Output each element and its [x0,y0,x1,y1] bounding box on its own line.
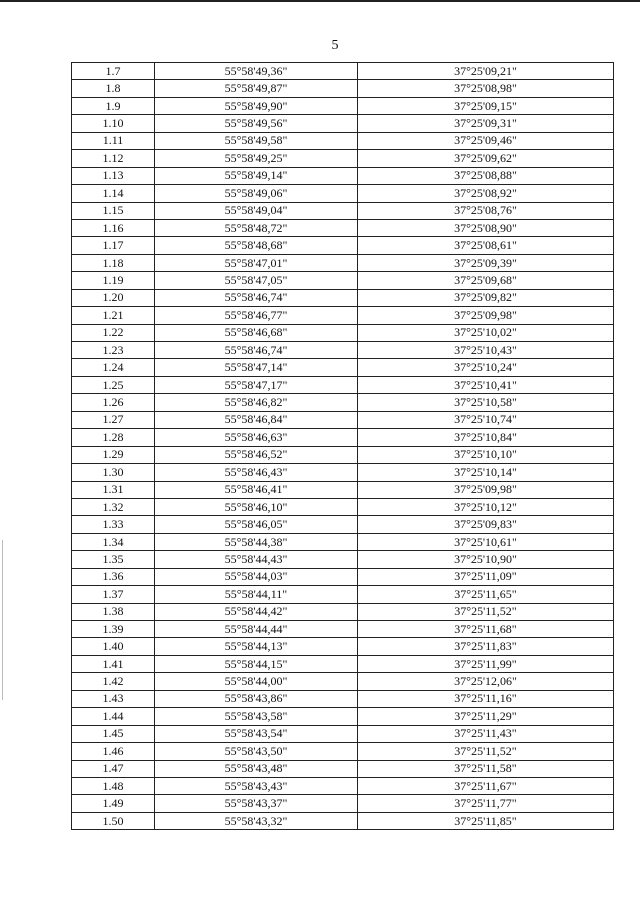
point-number-cell: 1.24 [72,359,155,376]
point-number-cell: 1.46 [72,743,155,760]
table-row [72,97,614,114]
point-number-cell: 1.47 [72,760,155,777]
point-number-cell: 1.33 [72,516,155,533]
longitude-cell: 37°25'11,85" [358,812,614,829]
latitude-cell: 55°58'44,13" [155,638,358,655]
table-row [72,812,614,829]
longitude-cell: 37°25'09,39" [358,254,614,271]
longitude-cell: 37°25'08,92" [358,185,614,202]
point-number-cell: 1.29 [72,446,155,463]
point-number-cell: 1.28 [72,429,155,446]
table-row [72,533,614,550]
longitude-cell: 37°25'11,58" [358,760,614,777]
latitude-cell: 55°58'44,03" [155,568,358,585]
longitude-cell: 37°25'08,76" [358,202,614,219]
point-number-cell: 1.9 [72,97,155,114]
table-row [72,359,614,376]
point-number-cell: 1.23 [72,342,155,359]
longitude-cell: 37°25'11,67" [358,777,614,794]
latitude-cell: 55°58'49,58" [155,132,358,149]
table-row [72,481,614,498]
longitude-cell: 37°25'09,31" [358,115,614,132]
point-number-cell: 1.15 [72,202,155,219]
point-number-cell: 1.21 [72,307,155,324]
latitude-cell: 55°58'48,72" [155,219,358,236]
point-number-cell: 1.50 [72,812,155,829]
table-row [72,673,614,690]
table-row [72,708,614,725]
point-number-cell: 1.26 [72,394,155,411]
table-row [72,80,614,97]
latitude-cell: 55°58'46,74" [155,289,358,306]
latitude-cell: 55°58'49,56" [155,115,358,132]
point-number-cell: 1.10 [72,115,155,132]
latitude-cell: 55°58'44,15" [155,655,358,672]
longitude-cell: 37°25'11,52" [358,743,614,760]
longitude-cell: 37°25'09,82" [358,289,614,306]
table-row [72,376,614,393]
latitude-cell: 55°58'49,90" [155,97,358,114]
latitude-cell: 55°58'43,48" [155,760,358,777]
point-number-cell: 1.40 [72,638,155,655]
point-number-cell: 1.12 [72,150,155,167]
point-number-cell: 1.49 [72,795,155,812]
longitude-cell: 37°25'11,09" [358,568,614,585]
table-row [72,743,614,760]
longitude-cell: 37°25'09,46" [358,132,614,149]
point-number-cell: 1.18 [72,254,155,271]
latitude-cell: 55°58'44,11" [155,586,358,603]
point-number-cell: 1.27 [72,411,155,428]
latitude-cell: 55°58'47,14" [155,359,358,376]
latitude-cell: 55°58'49,06" [155,185,358,202]
longitude-cell: 37°25'09,98" [358,481,614,498]
latitude-cell: 55°58'47,17" [155,376,358,393]
top-border-line [0,0,640,2]
coordinates-table [71,62,614,830]
point-number-cell: 1.30 [72,464,155,481]
table-row [72,429,614,446]
table-row [72,150,614,167]
point-number-cell: 1.20 [72,289,155,306]
longitude-cell: 37°25'09,68" [358,272,614,289]
longitude-cell: 37°25'10,74" [358,411,614,428]
point-number-cell: 1.41 [72,655,155,672]
longitude-cell: 37°25'09,83" [358,516,614,533]
latitude-cell: 55°58'44,43" [155,551,358,568]
table-row [72,498,614,515]
longitude-cell: 37°25'09,15" [358,97,614,114]
longitude-cell: 37°25'10,84" [358,429,614,446]
latitude-cell: 55°58'46,68" [155,324,358,341]
longitude-cell: 37°25'11,29" [358,708,614,725]
latitude-cell: 55°58'46,43" [155,464,358,481]
point-number-cell: 1.32 [72,498,155,515]
table-row [72,394,614,411]
latitude-cell: 55°58'43,86" [155,690,358,707]
longitude-cell: 37°25'11,43" [358,725,614,742]
longitude-cell: 37°25'11,16" [358,690,614,707]
table-row [72,219,614,236]
latitude-cell: 55°58'49,25" [155,150,358,167]
table-row [72,464,614,481]
longitude-cell: 37°25'10,14" [358,464,614,481]
table-row [72,777,614,794]
point-number-cell: 1.36 [72,568,155,585]
latitude-cell: 55°58'44,38" [155,533,358,550]
longitude-cell: 37°25'11,65" [358,586,614,603]
latitude-cell: 55°58'49,87" [155,80,358,97]
table-row [72,446,614,463]
longitude-cell: 37°25'08,61" [358,237,614,254]
latitude-cell: 55°58'49,04" [155,202,358,219]
longitude-cell: 37°25'11,77" [358,795,614,812]
point-number-cell: 1.38 [72,603,155,620]
longitude-cell: 37°25'09,21" [358,63,614,80]
latitude-cell: 55°58'46,84" [155,411,358,428]
latitude-cell: 55°58'48,68" [155,237,358,254]
point-number-cell: 1.44 [72,708,155,725]
latitude-cell: 55°58'43,43" [155,777,358,794]
table-row [72,516,614,533]
table-row [72,725,614,742]
latitude-cell: 55°58'46,63" [155,429,358,446]
table-row [72,272,614,289]
latitude-cell: 55°58'46,52" [155,446,358,463]
longitude-cell: 37°25'10,24" [358,359,614,376]
latitude-cell: 55°58'47,05" [155,272,358,289]
longitude-cell: 37°25'11,83" [358,638,614,655]
table-row [72,167,614,184]
point-number-cell: 1.22 [72,324,155,341]
latitude-cell: 55°58'44,44" [155,621,358,638]
longitude-cell: 37°25'08,90" [358,219,614,236]
longitude-cell: 37°25'10,90" [358,551,614,568]
point-number-cell: 1.25 [72,376,155,393]
longitude-cell: 37°25'10,43" [358,342,614,359]
longitude-cell: 37°25'10,10" [358,446,614,463]
coordinates-table-body [72,63,614,830]
latitude-cell: 55°58'49,14" [155,167,358,184]
left-edge-mark [2,540,3,700]
latitude-cell: 55°58'43,50" [155,743,358,760]
point-number-cell: 1.8 [72,80,155,97]
latitude-cell: 55°58'46,82" [155,394,358,411]
table-row [72,307,614,324]
latitude-cell: 55°58'44,00" [155,673,358,690]
latitude-cell: 55°58'43,54" [155,725,358,742]
point-number-cell: 1.17 [72,237,155,254]
latitude-cell: 55°58'49,36" [155,63,358,80]
point-number-cell: 1.37 [72,586,155,603]
table-row [72,115,614,132]
longitude-cell: 37°25'12,06" [358,673,614,690]
latitude-cell: 55°58'46,74" [155,342,358,359]
point-number-cell: 1.19 [72,272,155,289]
point-number-cell: 1.16 [72,219,155,236]
longitude-cell: 37°25'10,02" [358,324,614,341]
longitude-cell: 37°25'09,62" [358,150,614,167]
point-number-cell: 1.14 [72,185,155,202]
longitude-cell: 37°25'11,68" [358,621,614,638]
page-number: 5 [331,38,339,53]
table-row [72,411,614,428]
table-row [72,324,614,341]
latitude-cell: 55°58'46,41" [155,481,358,498]
point-number-cell: 1.48 [72,777,155,794]
table-row [72,342,614,359]
point-number-cell: 1.42 [72,673,155,690]
point-number-cell: 1.35 [72,551,155,568]
point-number-cell: 1.45 [72,725,155,742]
table-row [72,638,614,655]
table-row [72,621,614,638]
table-row [72,655,614,672]
longitude-cell: 37°25'09,98" [358,307,614,324]
longitude-cell: 37°25'11,99" [358,655,614,672]
point-number-cell: 1.34 [72,533,155,550]
table-row [72,551,614,568]
latitude-cell: 55°58'43,32" [155,812,358,829]
table-row [72,603,614,620]
latitude-cell: 55°58'46,77" [155,307,358,324]
table-row [72,254,614,271]
longitude-cell: 37°25'10,41" [358,376,614,393]
table-row [72,760,614,777]
point-number-cell: 1.39 [72,621,155,638]
table-row [72,63,614,80]
table-row [72,237,614,254]
point-number-cell: 1.13 [72,167,155,184]
longitude-cell: 37°25'10,58" [358,394,614,411]
table-row [72,568,614,585]
longitude-cell: 37°25'08,88" [358,167,614,184]
table-row [72,586,614,603]
latitude-cell: 55°58'43,37" [155,795,358,812]
longitude-cell: 37°25'08,98" [358,80,614,97]
table-row [72,289,614,306]
table-row [72,185,614,202]
point-number-cell: 1.31 [72,481,155,498]
point-number-cell: 1.43 [72,690,155,707]
latitude-cell: 55°58'47,01" [155,254,358,271]
longitude-cell: 37°25'10,12" [358,498,614,515]
latitude-cell: 55°58'46,10" [155,498,358,515]
table-row [72,690,614,707]
latitude-cell: 55°58'43,58" [155,708,358,725]
latitude-cell: 55°58'46,05" [155,516,358,533]
latitude-cell: 55°58'44,42" [155,603,358,620]
table-row [72,202,614,219]
table-row [72,132,614,149]
point-number-cell: 1.11 [72,132,155,149]
longitude-cell: 37°25'11,52" [358,603,614,620]
point-number-cell: 1.7 [72,63,155,80]
longitude-cell: 37°25'10,61" [358,533,614,550]
table-row [72,795,614,812]
